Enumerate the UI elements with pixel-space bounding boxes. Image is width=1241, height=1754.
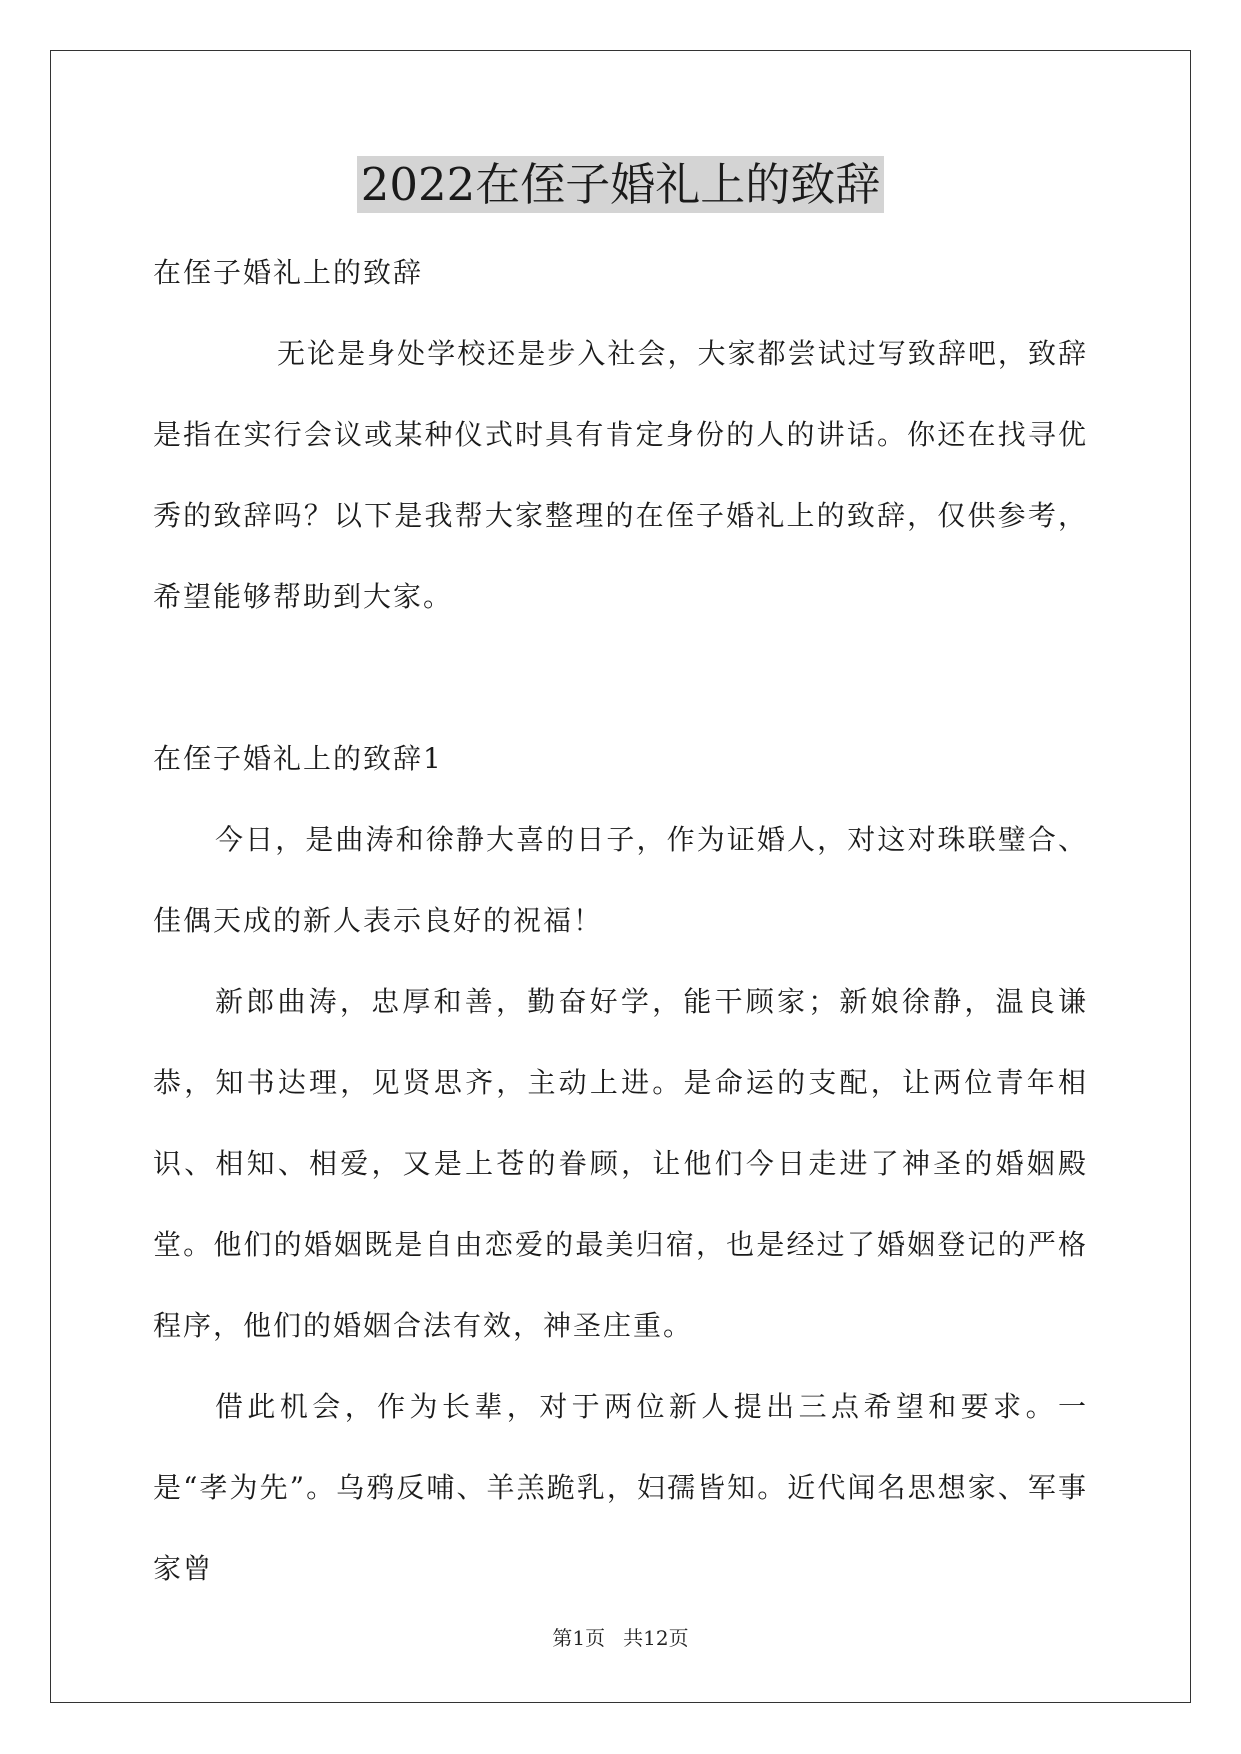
intro-paragraph: 无论是身处学校还是步入社会，大家都尝试过写致辞吧，致辞是指在实行会议或某种仪式时具有肯定身份的人的讲话。你还在找寻优秀的致辞吗？以下是我帮大家整理的在侄子婚礼上的致辞，仅供参考，希望能够帮助到大家。 <box>153 337 1088 613</box>
document-title-text: 2022在侄子婚礼上的致辞 <box>357 156 885 213</box>
document-body <box>153 232 1088 1609</box>
document-title <box>0 155 1241 215</box>
body-paragraph-2: 新郎曲涛，忠厚和善，勤奋好学，能干顾家；新娘徐静，温良谦恭，知书达理，见贤思齐，主动上进。是命运的支配，让两位青年相识、相知、相爱，又是上苍的眷顾，让他们今日走进了神圣的婚姻殿堂。他们的婚姻既是自由恋爱的最美归宿，也是经过了婚姻登记的严格程序，他们的婚姻合法有效，神圣庄重。 <box>153 985 1088 1342</box>
body-paragraph-1: 今日，是曲涛和徐静大喜的日子，作为证婚人，对这对珠联璧合、佳偶天成的新人表示良好的祝福！ <box>153 823 1088 937</box>
body-paragraph-3: 借此机会，作为长辈，对于两位新人提出三点希望和要求。一是“孝为先”。乌鸦反哺、羊羔跪乳，妇孺皆知。近代闻名思想家、军事家曾 <box>153 1390 1088 1585</box>
section-spacer <box>153 637 1088 718</box>
page-total: 共12页 <box>623 1626 689 1650</box>
page-number: 第1页 <box>552 1626 606 1650</box>
document-subtitle: 在侄子婚礼上的致辞 <box>153 256 424 289</box>
page-footer <box>0 1622 1241 1651</box>
section-heading: 在侄子婚礼上的致辞1 <box>153 742 443 775</box>
